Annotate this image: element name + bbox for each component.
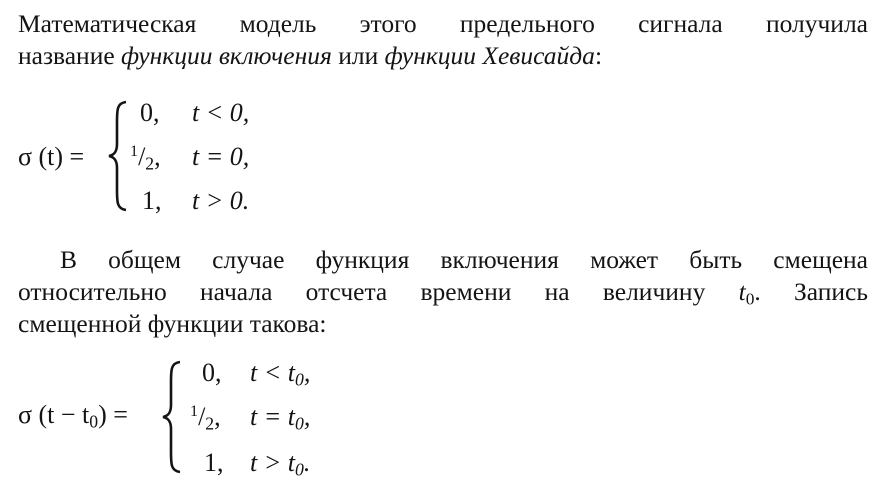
subscript: 0 <box>745 289 755 309</box>
case-value: 0, <box>202 358 222 387</box>
text-run: название <box>18 41 122 70</box>
case-condition: t = 0, <box>192 142 250 171</box>
formula-case-row <box>142 186 250 216</box>
text-run: : <box>594 41 603 70</box>
paragraph-line <box>18 276 868 308</box>
case-condition: t > 0. <box>192 186 250 215</box>
formula-lhs: σ (t) = <box>18 142 85 171</box>
variable-t: t <box>738 277 746 306</box>
paragraph-shifted-intro <box>18 244 868 340</box>
left-brace-icon <box>106 100 132 212</box>
paragraph-line: Математическая модель этого предельного сигнала получила <box>18 9 868 38</box>
formula-case-row <box>202 358 311 390</box>
case-value: 0, <box>140 98 160 127</box>
formula-case-row <box>190 402 311 434</box>
case-value-half: $^1/_2$, <box>130 142 161 174</box>
formula-case-row <box>130 142 250 174</box>
text-run: . Запись <box>754 277 868 306</box>
left-brace-icon <box>160 360 186 474</box>
case-condition: $t > t_0$. <box>250 448 311 480</box>
text-run: или <box>331 41 385 70</box>
paragraph-line <box>18 40 868 72</box>
paragraph-heaviside-intro <box>18 8 868 72</box>
case-condition: t < 0, <box>192 98 250 127</box>
case-condition: $t = t_0$, <box>250 402 311 434</box>
paragraph-line: В общем случае функция включения может быть смещена <box>60 245 868 274</box>
formula-lhs: σ $(t - t_0)$ = <box>18 400 128 432</box>
formula-case-row <box>140 98 250 128</box>
term-heaviside-function: функции Хевисайда <box>384 41 595 70</box>
case-value: 1, <box>142 186 162 215</box>
paragraph-line: смещенной функции такова: <box>18 309 327 338</box>
case-value: 1, <box>204 448 224 477</box>
case-value-half: $^1/_2$, <box>190 402 221 434</box>
formula-case-row <box>204 448 311 480</box>
term-switch-function: функции включения <box>121 41 332 70</box>
text-run: относительно начала отсчета времени на величину <box>18 277 739 306</box>
case-condition: $t < t_0$, <box>250 358 311 390</box>
